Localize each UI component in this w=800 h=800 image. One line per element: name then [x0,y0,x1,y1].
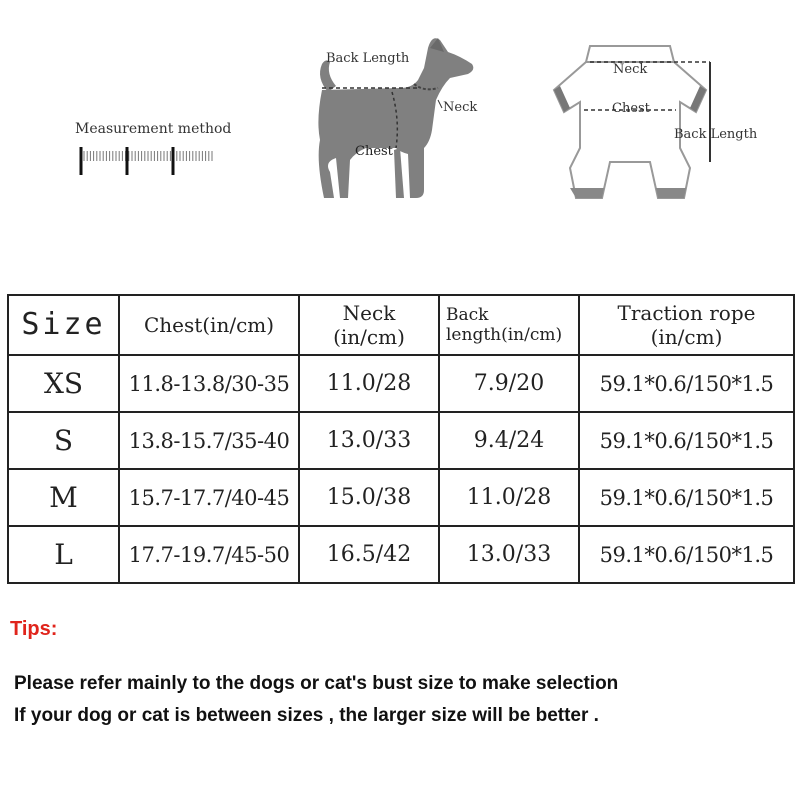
row-back-length: 11.0/28 [439,469,579,526]
header-back-line2: length(in/cm) [446,325,563,345]
header-back-line1: Back [446,304,489,325]
dog-neck-label: Neck [443,100,478,115]
ruler-icon [78,145,218,177]
row-neck: 13.0/33 [299,412,439,469]
row-size: M [8,469,119,526]
row-neck: 15.0/38 [299,469,439,526]
header-rope-line1: Traction rope [617,301,756,325]
row-chest: 15.7-17.7/40-45 [119,469,299,526]
row-size: L [8,526,119,583]
row-back-length: 13.0/33 [439,526,579,583]
table-row [8,355,794,412]
shirt-back-length-label: Back Length [674,127,758,142]
row-chest: 17.7-19.7/45-50 [119,526,299,583]
table-header-row [8,295,794,355]
row-traction-rope: 59.1*0.6/150*1.5 [579,469,794,526]
header-neck-line1: Neck [342,301,396,325]
row-back-length: 9.4/24 [439,412,579,469]
dog-chest-label: Chest [355,144,393,159]
row-chest: 11.8-13.8/30-35 [119,355,299,412]
row-traction-rope: 59.1*0.6/150*1.5 [579,526,794,583]
row-neck: 16.5/42 [299,526,439,583]
row-chest: 13.8-15.7/35-40 [119,412,299,469]
table-row [8,526,794,583]
row-size: XS [8,355,119,412]
size-chart-table [7,294,795,584]
row-traction-rope: 59.1*0.6/150*1.5 [579,412,794,469]
row-neck: 11.0/28 [299,355,439,412]
header-chest: Chest(in/cm) [119,295,299,355]
tip-line-1: Please refer mainly to the dogs or cat's bust size to make selection [14,673,619,694]
row-size: S [8,412,119,469]
measurement-method-label: Measurement method [75,121,232,137]
table-row [8,469,794,526]
tip-line-2: If your dog or cat is between sizes , the larger size will be better . [14,705,599,726]
header-back-length [439,295,579,355]
header-traction-rope [579,295,794,355]
shirt-neck-label: Neck [613,62,648,77]
header-rope-line2: (in/cm) [650,325,723,349]
header-neck-line2: (in/cm) [333,325,405,349]
header-neck [299,295,439,355]
row-traction-rope: 59.1*0.6/150*1.5 [579,355,794,412]
tips-title: Tips: [10,618,58,640]
row-back-length: 7.9/20 [439,355,579,412]
shirt-chest-label: Chest [612,101,650,116]
header-size: Size [8,295,119,355]
dog-back-length-label: Back Length [326,51,410,66]
table-row [8,412,794,469]
